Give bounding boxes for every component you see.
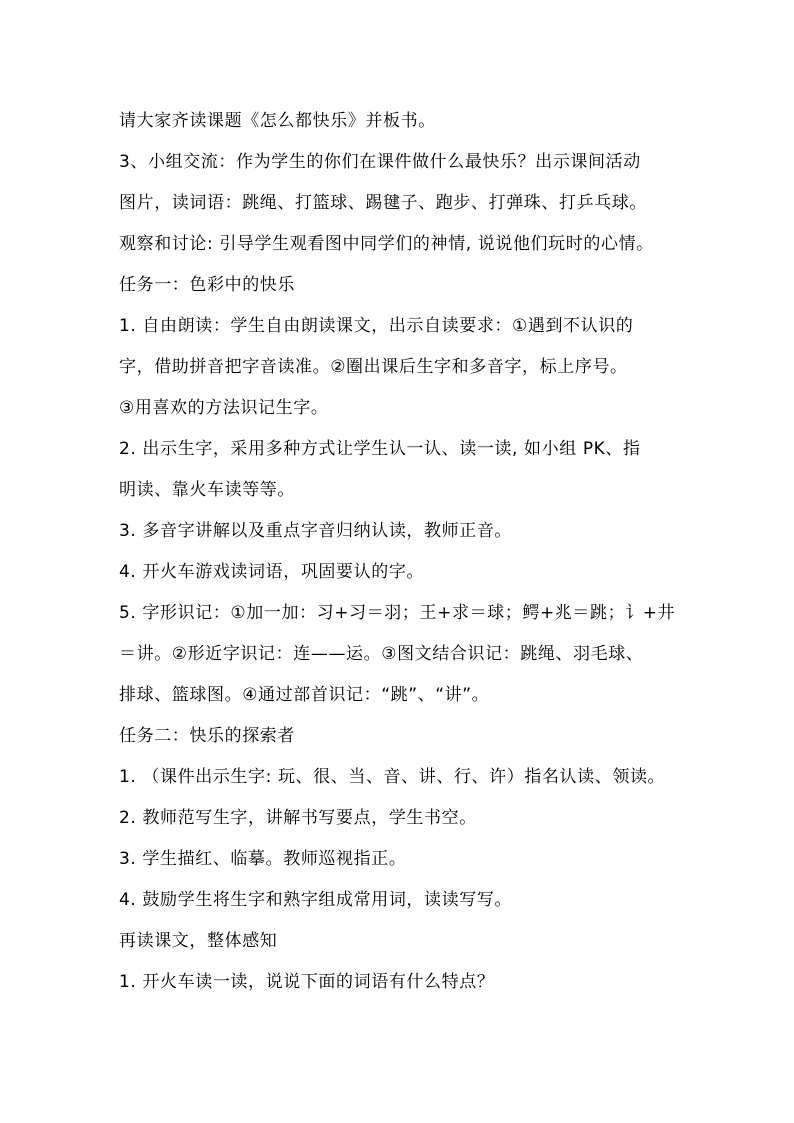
text-line: 请大家齐读课题《怎么都快乐》并板书。 bbox=[119, 111, 436, 131]
text-line: 排球、篮球图。④通过部首识记：“跳”、“讲”。 bbox=[119, 685, 490, 705]
text-line: 2. 教师范写生字，讲解书写要点，学生书空。 bbox=[119, 808, 477, 828]
text-line: 1. 开火车读一读，说说下面的词语有什么特点？ bbox=[119, 972, 495, 992]
text-line: 观察和讨论: 引导学生观看图中同学们的神情, 说说他们玩时的心情。 bbox=[119, 234, 654, 254]
text-line: 2. 出示生字，采用多种方式让学生认一认、读一读, 如小组 PK、指 bbox=[119, 439, 641, 459]
section-heading: 任务一：色彩中的快乐 bbox=[119, 275, 295, 295]
text-line: 字，借助拼音把字音读准。②圈出课后生字和多音字，标上序号。 bbox=[119, 357, 628, 377]
text-line: 图片，读词语：跳绳、打篮球、踢毽子、跑步、打弹珠、打乒乓球。 bbox=[119, 193, 647, 213]
text-line: ＝讲。②形近字识记：连——运。③图文结合识记：跳绳、羽毛球、 bbox=[119, 644, 644, 664]
text-line: 3. 学生描红、临摹。教师巡视指正。 bbox=[119, 849, 407, 869]
section-heading: 任务二：快乐的探索者 bbox=[119, 726, 295, 746]
text-line: 3、小组交流：作为学生的你们在课件做什么最快乐？出示课间活动 bbox=[119, 152, 641, 172]
text-line: 明读、靠火车读等等。 bbox=[119, 480, 295, 500]
text-line: 1. 自由朗读：学生自由朗读课文，出示自读要求：①遇到不认识的 bbox=[119, 316, 634, 336]
text-line: 4. 开火车游戏读词语，巩固要认的字。 bbox=[119, 562, 425, 582]
text-line: 4. 鼓励学生将生字和熟字组成常用词，读读写写。 bbox=[119, 890, 513, 910]
text-line: ③用喜欢的方法识记生字。 bbox=[119, 398, 329, 418]
text-line: 5. 字形识记：①加一加：习+习＝羽；王+求＝球；鳄+兆＝跳；讠+井 bbox=[119, 603, 676, 623]
text-line: 3. 多音字讲解以及重点字音归纳认读，教师正音。 bbox=[119, 521, 513, 541]
text-line: 1. （课件出示生字: 玩、很、当、音、讲、行、许）指名认读、领读。 bbox=[119, 767, 666, 787]
section-heading: 再读课文，整体感知 bbox=[119, 931, 278, 951]
